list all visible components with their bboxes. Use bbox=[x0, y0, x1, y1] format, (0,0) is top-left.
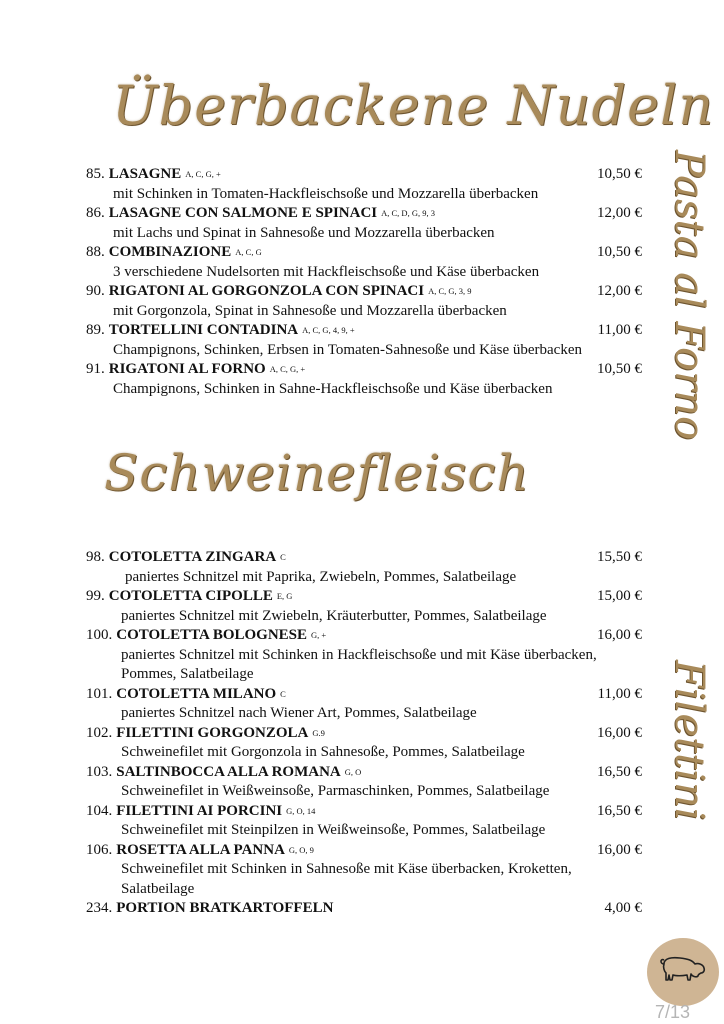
item-description: paniertes Schnitzel mit Schinken in Hackfleischsoße und mit Käse überbacken, Pommes, Salatbeilage bbox=[121, 646, 597, 682]
item-description: Schweinefilet mit Gorgonzola in Sahnesoße, Pommes, Salatbeilage bbox=[121, 744, 525, 760]
item-allergens: G, O, 9 bbox=[288, 844, 314, 855]
item-number: 101. bbox=[86, 685, 113, 702]
item-description: mit Lachs und Spinat in Sahnesoße und Mozzarella überbacken bbox=[113, 224, 495, 241]
item-description: Champignons, Schinken, Erbsen in Tomaten-Sahnesoße und Käse überbacken bbox=[113, 341, 582, 358]
item-price: 4,00 € bbox=[604, 900, 642, 916]
menu-item bbox=[86, 587, 642, 626]
item-allergens: G, O bbox=[344, 766, 362, 777]
item-allergens: A, C, G, + bbox=[269, 364, 306, 374]
item-allergens: C bbox=[280, 552, 286, 562]
item-name: LASAGNE bbox=[108, 166, 182, 182]
menu-item-header bbox=[86, 548, 642, 568]
page-indicator: 7/13 bbox=[655, 1002, 691, 1022]
item-number: 99. bbox=[86, 588, 105, 604]
item-description: Champignons, Schinken in Sahne-Hackfleischsoße und Käse überbacken bbox=[113, 380, 553, 397]
item-name: TORTELLINI CONTADINA bbox=[108, 322, 299, 338]
menu-item-header bbox=[86, 282, 642, 302]
item-price: 16,50 € bbox=[597, 802, 642, 819]
item-price: 16,00 € bbox=[597, 627, 642, 643]
item-name: ROSETTA ALLA PANNA bbox=[116, 841, 285, 858]
menu-item-header bbox=[86, 841, 642, 861]
menu-item-header bbox=[86, 802, 642, 822]
menu-item-header bbox=[86, 165, 642, 185]
item-name: RIGATONI AL FORNO bbox=[108, 361, 266, 377]
item-number: 91. bbox=[86, 361, 105, 377]
item-allergens: A, C, G, 4, 9, + bbox=[302, 325, 355, 335]
item-description: paniertes Schnitzel mit Zwiebeln, Kräuterbutter, Pommes, Salatbeilage bbox=[121, 607, 547, 624]
item-name: FILETTINI AI PORCINI bbox=[116, 802, 283, 819]
item-number: 100. bbox=[86, 627, 113, 643]
menu-item bbox=[86, 282, 642, 321]
item-price: 11,00 € bbox=[597, 685, 642, 702]
item-allergens: A, C, G bbox=[235, 247, 262, 257]
menu-item-header bbox=[86, 626, 642, 646]
item-price: 12,00 € bbox=[597, 283, 642, 299]
item-name: FILETTINI GORGONZOLA bbox=[116, 724, 309, 741]
menu-item bbox=[86, 685, 642, 724]
menu-item bbox=[86, 841, 642, 900]
menu-item-header bbox=[86, 587, 642, 607]
item-name: SALTINBOCCA ALLA ROMANA bbox=[116, 763, 341, 780]
item-number: 88. bbox=[86, 244, 105, 260]
menu-item-header bbox=[86, 685, 642, 705]
item-allergens: A, C, D, G, 9, 3 bbox=[381, 208, 435, 218]
item-name: COTOLETTA ZINGARA bbox=[108, 549, 277, 565]
item-price: 16,00 € bbox=[597, 724, 642, 741]
item-allergens: G.9 bbox=[312, 727, 325, 738]
item-description: paniertes Schnitzel nach Wiener Art, Pommes, Salatbeilage bbox=[121, 705, 477, 721]
menu-item bbox=[86, 321, 642, 360]
menu-item bbox=[86, 724, 642, 763]
item-description: mit Schinken in Tomaten-Hackfleischsoße und Mozzarella überbacken bbox=[113, 185, 539, 202]
item-allergens: A, C, G, 3, 9 bbox=[428, 286, 472, 296]
item-description: 3 verschiedene Nudelsorten mit Hackfleischsoße und Käse überbacken bbox=[113, 263, 540, 280]
menu-item-header bbox=[86, 321, 642, 341]
item-price: 10,50 € bbox=[597, 361, 642, 377]
item-description: paniertes Schnitzel mit Paprika, Zwiebeln, Pommes, Salatbeilage bbox=[125, 568, 517, 585]
section-title-schweinefleisch: Schweinefleisch bbox=[104, 444, 530, 502]
menu-item bbox=[86, 626, 642, 685]
menu-item bbox=[86, 802, 642, 841]
pig-icon bbox=[658, 954, 708, 990]
item-name: RIGATONI AL GORGONZOLA CON SPINACI bbox=[108, 283, 425, 299]
item-number: 102. bbox=[86, 724, 113, 741]
item-price: 16,00 € bbox=[597, 841, 642, 858]
item-price: 12,00 € bbox=[597, 205, 642, 221]
item-number: 86. bbox=[86, 205, 105, 221]
item-name: LASAGNE CON SALMONE E SPINACI bbox=[108, 205, 378, 221]
item-number: 104. bbox=[86, 802, 113, 819]
item-name: COMBINAZIONE bbox=[108, 244, 232, 260]
menu-item bbox=[86, 165, 642, 204]
item-number: 85. bbox=[86, 166, 105, 182]
item-name: COTOLETTA MILANO bbox=[116, 685, 277, 702]
item-number: 106. bbox=[86, 841, 113, 858]
item-name: PORTION BRATKARTOFFELN bbox=[116, 900, 334, 916]
category-badge[interactable] bbox=[647, 938, 719, 1006]
side-label-filettini: Filettini bbox=[666, 660, 712, 821]
item-price: 15,00 € bbox=[597, 588, 642, 604]
item-allergens: E, G bbox=[276, 591, 293, 601]
item-description: Schweinefilet in Weißweinsoße, Parmaschinken, Pommes, Salatbeilage bbox=[121, 783, 550, 799]
item-price: 15,50 € bbox=[597, 549, 642, 565]
menu-item-header bbox=[86, 899, 642, 919]
menu-item-header bbox=[86, 243, 642, 263]
menu-item bbox=[86, 243, 642, 282]
item-description: Schweinefilet mit Steinpilzen in Weißweinsoße, Pommes, Salatbeilage bbox=[121, 822, 546, 838]
item-description: mit Gorgonzola, Spinat in Sahnesoße und Mozzarella überbacken bbox=[113, 302, 507, 319]
side-label-pasta-al-forno: Pasta al Forno bbox=[666, 150, 712, 441]
item-number: 98. bbox=[86, 549, 105, 565]
item-allergens: A, C, G, + bbox=[185, 169, 221, 179]
menu-item-header bbox=[86, 763, 642, 783]
menu-item-header bbox=[86, 724, 642, 744]
menu-item bbox=[86, 548, 642, 587]
item-number: 234. bbox=[86, 900, 113, 916]
menu-list-pasta bbox=[86, 165, 642, 399]
menu-item bbox=[86, 763, 642, 802]
item-allergens: C bbox=[280, 688, 286, 699]
section-title-ueberbackene-nudeln: Überbackene Nudeln bbox=[112, 74, 715, 137]
item-number: 103. bbox=[86, 763, 113, 780]
item-price: 11,00 € bbox=[597, 322, 642, 338]
item-name: COTOLETTA BOLOGNESE bbox=[116, 627, 308, 643]
item-allergens: G, + bbox=[311, 630, 327, 640]
item-number: 89. bbox=[86, 322, 105, 338]
item-description: Schweinefilet mit Schinken in Sahnesoße mit Käse überbacken, Kroketten, Salatbeilage bbox=[121, 861, 572, 897]
menu-item-header bbox=[86, 360, 642, 380]
menu-list-pork bbox=[86, 548, 642, 919]
menu-item bbox=[86, 899, 642, 919]
item-price: 10,50 € bbox=[597, 244, 642, 260]
menu-item bbox=[86, 204, 642, 243]
item-price: 10,50 € bbox=[597, 166, 642, 182]
menu-item-header bbox=[86, 204, 642, 224]
item-number: 90. bbox=[86, 283, 105, 299]
item-price: 16,50 € bbox=[597, 763, 642, 780]
item-name: COTOLETTA CIPOLLE bbox=[108, 588, 273, 604]
item-allergens: G, O, 14 bbox=[286, 805, 316, 816]
menu-item bbox=[86, 360, 642, 399]
